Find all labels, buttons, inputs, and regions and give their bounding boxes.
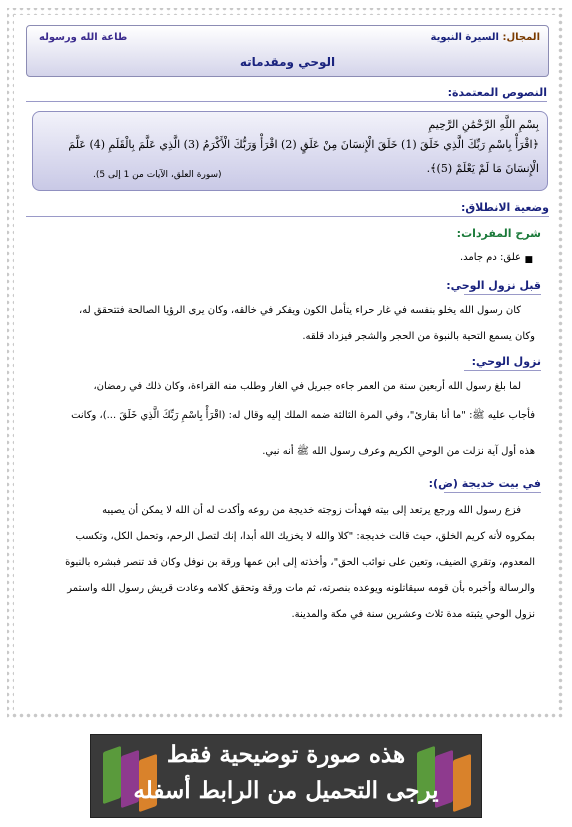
preview-banner <box>90 734 482 818</box>
khadija-line-5: نزول الوحي يثبته مدة ثلاث وعشرين سنة في مكة والمدينة. <box>291 609 535 620</box>
khadija-line-4: والرسالة وأخبره بأن قومه سيقاتلونه ويوعده بنصرته، ثم مات ورقة وتحقق كلامه وعادت قريش رسول الله واستمر <box>67 583 535 594</box>
revelation-heading: نزول الوحي: <box>471 355 541 368</box>
verse-line-1: ﴿اقْرَأْ بِاسْمِ رَبِّكَ الَّذِي خَلَقَ (1) خَلَقَ الْإِنسَانَ مِنْ عَلَقٍ (2) اقْرَأْ وَرَبُّكَ الْأَكْرَمُ (3) الَّذِي عَلَّمَ بِالْقَلَمِ (4) عَلَّمَ <box>68 138 539 151</box>
before-line-1: كان رسول الله يخلو بنفسه في غار حراء يتأمل الكون ويفكر في خالقه، وكان يرى الرؤيا الصالحة فتتحقق له، <box>79 305 521 316</box>
revelation-line-3: هذه أول آية نزلت من الوحي الكريم وعرف رسول الله ﷺ أنه نبي. <box>262 446 535 457</box>
revelation-line-2: فأجاب عليه ﷺ: "ما أنا بقارئ"، وفي المرة الثالثة ضمه الملك إليه وقال له: (اقْرَأْ بِاسْمِ رَبِّكَ الَّذِي خَلَقَ ...)، وكانت <box>71 410 535 421</box>
revelation-divider <box>464 370 541 371</box>
lesson-title: الوحي ومقدماته <box>239 55 336 69</box>
revelation-line-1: لما بلغ رسول الله أربعين سنة من العمر جاءه جبريل في الغار وطلب منه القراءة، وكان ذلك في رمضان، <box>93 381 521 392</box>
khadija-line-2: بمكروه لأنه كريم الخلق، حيث قالت خديجة: "كلا والله لا يخزيك الله أبدا، إنك لتصل الرحم، وتحمل الكل، وتكسب <box>75 531 535 542</box>
unit-title: طاعة الله ورسوله <box>39 32 128 43</box>
page-content <box>14 15 557 711</box>
quran-box <box>32 111 548 191</box>
khadija-heading: في بيت خديجة (ض): <box>428 477 541 490</box>
before-revelation-heading: قبل نزول الوحي: <box>446 279 541 292</box>
vocabulary-heading: شرح المفردات: <box>456 227 541 240</box>
lesson-header <box>26 25 549 77</box>
khadija-line-3: المعدوم، وتقري الضيف، وتعين على نوائب الحق"، وأخذته إلى ابن عمها ورقة بن نوفل وكان قد تنصر فبشره بالنبوة <box>65 557 535 568</box>
domain-field <box>431 32 541 43</box>
domain-value: السيرة النبوية <box>430 32 499 43</box>
starting-situation-heading: وضعية الانطلاق: <box>460 201 549 214</box>
domain-label: المجال: <box>502 32 540 43</box>
banner-line-1: هذه صورة توضيحية فقط <box>166 741 406 768</box>
vocabulary-item: علق: دم جامد. <box>459 252 521 263</box>
before-divider <box>464 294 541 295</box>
texts-divider <box>26 101 547 102</box>
banner-line-2: يرجى التحميل من الرابط أسفله <box>133 777 439 804</box>
verse-line-2: الْإِنسَانَ مَا لَمْ يَعْلَمْ (5)﴾. <box>426 162 539 175</box>
khadija-line-1: فزع رسول الله ورجع يرتعد إلى بيته فهدأت زوجته خديجة من روعه وأكدت له أن الله لا يمكن أن يصيبه <box>102 505 521 516</box>
bullet-icon: ■ <box>524 255 533 265</box>
verse-reference: (سورة العلق، الآيات من 1 إلى 5). <box>93 170 222 180</box>
before-line-2: وكان يسمع التحية بالنبوة من الحجر والشجر فيزداد قلقه. <box>302 331 535 342</box>
texts-heading: النصوص المعتمدة: <box>447 86 547 99</box>
page-border <box>7 8 564 718</box>
khadija-divider <box>444 492 541 493</box>
starting-divider <box>26 216 549 217</box>
basmala: بِسْمِ اللَّهِ الرَّحْمَٰنِ الرَّحِيمِ <box>428 118 539 131</box>
